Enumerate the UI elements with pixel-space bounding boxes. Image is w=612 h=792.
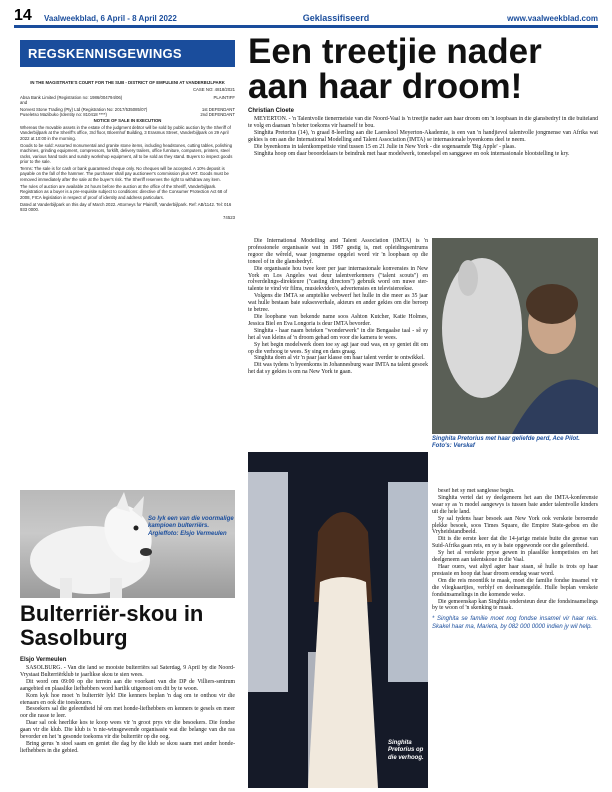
main-story-paragraph: Die gemeenskap kan Singhita ondersteun deur die fondsinsamelings by te woon of 'n skenking te maak. xyxy=(432,598,598,612)
plaintiff-label: PLAINTIFF xyxy=(213,94,235,100)
dog-story-paragraph: Kom kyk hoe moet 'n bulterriër lyk! Die kenners beplan 'n dag om te onthou vir die eienaars en ook die toeskouers. xyxy=(20,692,235,706)
girl-on-stage-illustration xyxy=(248,452,428,788)
dog-story-paragraph: Besoekers sal die geleentheid hê om met honde-liefhebbers en kenners te gesels en meer oor die rasse te leer. xyxy=(20,706,235,720)
and-label: and xyxy=(20,99,28,105)
section-title: Geklassifiseerd xyxy=(302,13,370,23)
girl-with-horse-photo xyxy=(432,238,598,434)
dog-story-paragraph: Daar sal ook heerlike kos te koop wees vir 'n groot prys vir die besoekers. Die fondse gaan vir die klub. Die klub is 'n nie-winsgewende organisasie wat die belange van die ras bevorder en het 'n gesonde toekoms vir die bulterriër op die oog. xyxy=(20,720,235,741)
main-story-paragraph: Die organisasie hou twee keer per jaar internasionale konvensies in New York en Los Angeles wat deur talentverkenners ("talent scouts") en rolverdelings-direkteure ("casting directors") gebruik word om nuwe ster-talente te vind vir films, musiekvideo's, advertensies en televisiereekse. xyxy=(248,265,428,293)
legal-notices-banner: REGSKENNISGEWINGS xyxy=(20,40,235,67)
notice-title: NOTICE OF SALE IN EXECUTION xyxy=(93,117,162,123)
fundraising-note: * Singhita se familie moet nog fondse insamel vir haar reis. Skakel haar ma, Marieta, by 082 000 0000 indien jy wil help. xyxy=(432,616,598,630)
dog-story-byline: Elsjo Vermeulen xyxy=(20,657,67,663)
main-story-headline: Een treetjie nader aan haar droom! xyxy=(248,32,542,106)
main-story-paragraph: Die loopbane van bekende name soos Ashton Kutcher, Katie Holmes, Jessica Biel en Eva Longoria is deur IMTA bevorder. xyxy=(248,313,428,327)
bull-terrier-illustration xyxy=(20,490,235,598)
defendant2-name: Puseletso Mazibuko (Identity no: 810418 ****) xyxy=(20,112,107,118)
defendant2-label: 2nd DEFENDANT xyxy=(200,112,235,118)
plaintiff-name: Absa Bank Limited (Registration no: 1986/004794/06) xyxy=(20,94,123,100)
main-story-paragraph: Sy sal tydens haar besoek aan New York ook verskeie beroemde plekke besoek, soos Times Square, die Empire State-gebou en die Vryheidstandbeeld. xyxy=(432,515,598,536)
main-story-paragraph: Dit is die eerste keer dat die 14-jarige meisie buite die grense van Suid-Afrika gaan reis, en sy is baie opgewonde oor die geleentheid. xyxy=(432,536,598,550)
girl-on-stage-photo xyxy=(248,452,428,788)
legal-notice-block xyxy=(20,80,235,490)
notice-paragraph: Goods to be sold: Assorted monumental and granite stone items, including headstones, cutting tables, polishing machines, grinding equipment, compressors, forklift, delivery trailers, office furniture, computers, printers, steel racks, various hand tools and sundry workshop equipment, all to be sold as they stand. Buyers to inspect goods prior to the sale. xyxy=(20,142,233,164)
dog-story-paragraph: Bring gerus 'n stoel saam en geniet die dag by die klub se skou saam met ander honde-liefhebbers in die gebied. xyxy=(20,740,235,754)
publication-date: Vaalweekblad, 6 April - 8 April 2022 xyxy=(44,14,177,23)
notice-paragraph: Dated at Vanderbijlpark on this day of March 2022. Attorneys for Plaintiff, Vanderbijlpark. Ref: AB/1142. Tel: 016 933 0000. xyxy=(20,201,232,213)
main-story-paragraph: MEYERTON. - 'n Talentvolle tienermeisie van die Noord-Vaal is 'n treetjie nader aan haar droom om 'n loopbaan in die glansbedryf in die buiteland te volg en daaraan 'n beter toekoms vir haarself te bou. xyxy=(248,116,598,129)
dog-story-paragraph: Dit word om 09:00 op die terrein aan die voorkant van die DP de Villiers-sentrum aangebied en plaaslike liefhebbers word hartlik uitgenooi om dit by te woon. xyxy=(20,678,235,692)
defendant1-label: 1st DEFENDANT xyxy=(201,107,235,113)
main-story-paragraph: Haar ouers, wat altyd agter haar staan, sê hulle is trots op haar prestasie en hoop dat haar droom eendag waar word. xyxy=(432,563,598,577)
notice-paragraph: Whereas the movable assets in the estate of the judgment debtor will be sold by public auction by the Sheriff of Vanderbijlpark at the Sheriff's office, 3rd floor, Bloemhof Building, 3 Erasmus Street, Vanderbijlpark on 29 April 2022 at 10:00 in the morning. xyxy=(20,125,231,141)
bull-terrier-photo xyxy=(20,490,235,598)
main-story-paragraph: Singhita doen al vir 'n paar jaar klasse om haar talent verder te ontwikkel. xyxy=(254,355,425,362)
dog-story-body xyxy=(20,665,235,790)
page-header xyxy=(14,8,598,28)
main-story-column-3 xyxy=(432,488,598,788)
horse-photo-caption: Singhita Pretorius met haar geliefde perd, Ace Pilot. Foto's: Verskaf xyxy=(432,436,580,450)
notice-paragraph: The rules of auction are available 24 hours before the auction at the office of the Sheriff, Vanderbijlpark. Registration as a buyer is a pre-requisite subject to conditions: directive of the Consumer Protection Act 68 of 2008, FICA legislation in respect of proof of identity and address particulars. xyxy=(20,184,228,200)
main-story-paragraph: Sy het begin modelwerk doen toe sy agt jaar oud was, en sy geniet dit om op die verhoog te wees. Sy sing en dans graag. xyxy=(248,341,428,355)
case-number: CASE NO: 4818/2021 xyxy=(192,87,235,93)
girl-with-horse-illustration xyxy=(432,238,598,434)
page-number: 14 xyxy=(14,7,32,24)
website-link[interactable]: www.vaalweekblad.com xyxy=(507,14,598,23)
dog-story-paragraph: SASOLBURG. - Van die land se mooiste bulterriërs sal Saterdag, 9 April by die Noord-Vrystaat Bulterriërklub te jaarlikse skou te sien wees. xyxy=(20,665,235,678)
court-name: IN THE MAGISTRATE'S COURT FOR THE SUB - DISTRICT OF EMFULENI AT VANDERBIJLPARK xyxy=(30,80,225,85)
main-story-paragraph: Singhita Pretorius (14), 'n graad 8-leerling aan die Laerskool Meyerton-Akademie, is een van 'n handjievol talentvolle jongmense van Afrika wat gekies is om aan die International Modelling and Talent Association (IMTA) se internasionale byeenkoms deel te neem. xyxy=(248,129,598,143)
notice-ref: 74523 xyxy=(223,214,235,220)
main-story-paragraph: Sy het al verskeie pryse gewen in plaaslike kompetisies en het deelgeneem aan talentskoue in die Vaal. xyxy=(432,550,598,564)
notice-paragraph: Terms: The sale is for cash or bank guaranteed cheque only. No cheques will be accepted. A 10% deposit is payable on the fall of the hammer. The purchaser shall pay auctioneer's commission plus VAT. Goods must be removed immediately after the sale at the buyer's risk. The Sheriff reserves the right to withdraw any item. xyxy=(20,166,229,182)
main-story-paragraph: Die byeenkoms in talentkompetisie vind tussen 15 en 21 Julie in New York - die sogenaamde 'Big Apple' - plaas. xyxy=(254,143,516,150)
defendant1-name: Norvest Stone Trading (Pty) Ltd (Registration No: 2017/535085/07) xyxy=(20,107,148,113)
main-story-paragraph: Volgens die IMTA se amptelike webwerf het hulle in die meer as 35 jaar wat hulle bestaan baie suksesverhale, akteurs en ander gekies om die beroep te betree. xyxy=(248,293,428,314)
main-story-column-2 xyxy=(248,238,428,451)
main-story-paragraph: Singhita hoop om daar beoordelaars te beindruk met haar modelwerk, toneelspel en sanggawe en ook internasionale blootstelling te kry. xyxy=(254,150,570,157)
main-story-intro xyxy=(248,116,598,238)
main-story-paragraph: Dit was tydens 'n byeenkoms in Johannesburg waar IMTA na talent gesoek het dat sy gekies is om na New York te gaan. xyxy=(248,362,428,376)
dog-story-headline: Bulterriër-skou in Sasolburg xyxy=(20,601,204,650)
main-story-paragraph: Om die reis moontlik te maak, moet die familie fondse insamel vir die vliegkaartjies, verblyf en deelnamegelde. Hulle beplan verskeie fondsinsamelings in die komende weke. xyxy=(432,577,598,598)
dog-photo-caption: So lyk een van die voormalige kampioen bulterriërs. Argieffoto: Elsjo Vermeulen xyxy=(148,516,234,537)
main-story-paragraph: besef het sy met sanglesse begin. xyxy=(438,488,515,494)
main-story-paragraph: Singhita - haar naam beteken "wonderwerk" in die Bengaalse taal - sê sy het al van kleins af 'n droom gehad om voor die kamera te wees. xyxy=(248,327,428,341)
main-story-byline: Christian Cloete xyxy=(248,108,295,114)
main-story-paragraph: Die International Modelling and Talent Association (IMTA) is 'n professionele organisasie wat in 1987 gestig is, met opleidingsentrums regoor die wêreld, waar jongmense opgelei word vir 'n loopbaan op die toneel of in die glansbedryf. xyxy=(248,238,428,265)
main-story-paragraph: Singhita vertel dat sy deelgeneem het aan die IMTA-konferensie waar sy as 'n model aangewys is tussen baie ander talentvolle kinders uit die hele land. xyxy=(432,494,598,515)
stage-photo-caption: Singhita Pretorius op die verhoog. xyxy=(388,740,424,761)
